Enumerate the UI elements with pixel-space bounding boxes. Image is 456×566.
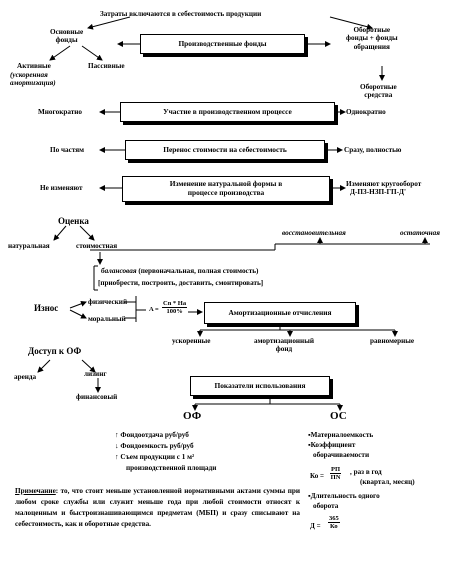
working-assets-label: Оборотные средства <box>360 83 397 100</box>
d-formula: 365 Ко <box>329 515 339 530</box>
cost-valuation: стоимостная <box>76 242 118 250</box>
depreciation-fund: амортизационный фонд <box>254 337 314 354</box>
costs-note: Затраты включаются в себестоимость продукции <box>100 10 262 18</box>
natural-form-box: Изменение натуральной формы в процессе производства <box>122 176 330 202</box>
k-formula: РП ПN <box>330 466 341 481</box>
of-item-output-per-m2: ↑ Съем продукции с 1 м² <box>115 453 195 461</box>
production-funds-box: Производственные фонды <box>140 34 305 54</box>
working-funds-label: Оборотные фонды + фонды обращения <box>346 26 398 51</box>
of-item-capital-productivity: ↑ Фондоотдача руб/руб <box>115 431 189 439</box>
of-item-capital-intensity: ↓ Фондоемкость руб/руб <box>115 442 194 450</box>
accelerated-depreciation-label: (ускоренная амортизация) <box>10 71 56 88</box>
participation-box: Участие в производственном процессе <box>120 102 335 122</box>
rent: аренда <box>14 373 37 381</box>
physical-wear: физический <box>88 298 128 306</box>
k-formula-lhs: Ко = <box>310 472 324 480</box>
turnover-duration-2: оборота <box>313 502 339 510</box>
moral-wear: моральный <box>88 315 126 323</box>
os-title: ОС <box>330 410 347 422</box>
active-funds: Активные <box>17 62 51 70</box>
os-item-turnover-ratio: ▪Коэффициент <box>308 441 356 449</box>
depreciation-box: Амортизационные отчисления <box>204 302 356 324</box>
restoration-value: восстановительная <box>282 229 346 237</box>
k-formula-period: (квартал, месяц) <box>360 478 415 486</box>
k-formula-tail: , раз в год <box>350 468 382 476</box>
balance-sub: [приобрести, построить, доставить, смонтировать] <box>98 279 264 287</box>
row1-right: Однократно <box>346 108 386 116</box>
os-item-material-intensity: ▪Материалоемкость <box>308 431 374 439</box>
basic-funds-label: Основные фонды <box>50 28 84 45</box>
of-title: ОФ <box>183 410 202 422</box>
residual-value: остаточная <box>400 229 440 237</box>
row3-right: Изменяют кругооборот Д-ПЗ-НЗП-ГП-Д' <box>346 180 422 197</box>
financial-leasing: финансовый <box>76 393 118 401</box>
leasing: лизинг <box>84 370 107 378</box>
valuation-title: Оценка <box>58 216 89 226</box>
row3-left: Не изменяют <box>40 184 83 192</box>
formula-lhs: A = <box>149 306 159 313</box>
os-item-turnover-ratio-2: оборачиваемости <box>313 451 370 459</box>
d-formula-lhs: Д = <box>310 522 321 530</box>
balance-value: балансовая (первоначальная, полная стоимость) <box>101 267 259 275</box>
row2-left: По частям <box>50 146 85 154</box>
usage-indicators-box: Показатели использования <box>190 376 330 396</box>
access-title: Доступ к ОФ <box>28 346 82 356</box>
wear-title: Износ <box>34 303 59 313</box>
accelerated-deductions: ускоренные <box>172 337 211 345</box>
row2-right: Сразу, полностью <box>344 146 402 154</box>
depreciation-formula: $\frac{Cn * Ha}{100\%}$ <box>163 300 187 315</box>
of-item-output-area: производственной площади <box>126 464 217 472</box>
footnote: Примечание: то, что стоит меньше установленной нормативными актами суммы при любом сроке службы или служит меньше года при любой стоимости относят к малоценным и быстроизнашивающимся предметам (МБП) и сразу списывают на себестоимость, как и оборотные средства. <box>15 487 300 529</box>
uniform-deductions: равномерные <box>370 337 415 345</box>
natural-valuation: натуральная <box>8 242 50 250</box>
passive-funds: Пассивные <box>88 62 125 70</box>
cost-transfer-box: Перенос стоимости на себестоимость <box>125 140 325 160</box>
row1-left: Многократно <box>38 108 83 116</box>
turnover-duration: ▪Длительность одного <box>308 492 380 500</box>
